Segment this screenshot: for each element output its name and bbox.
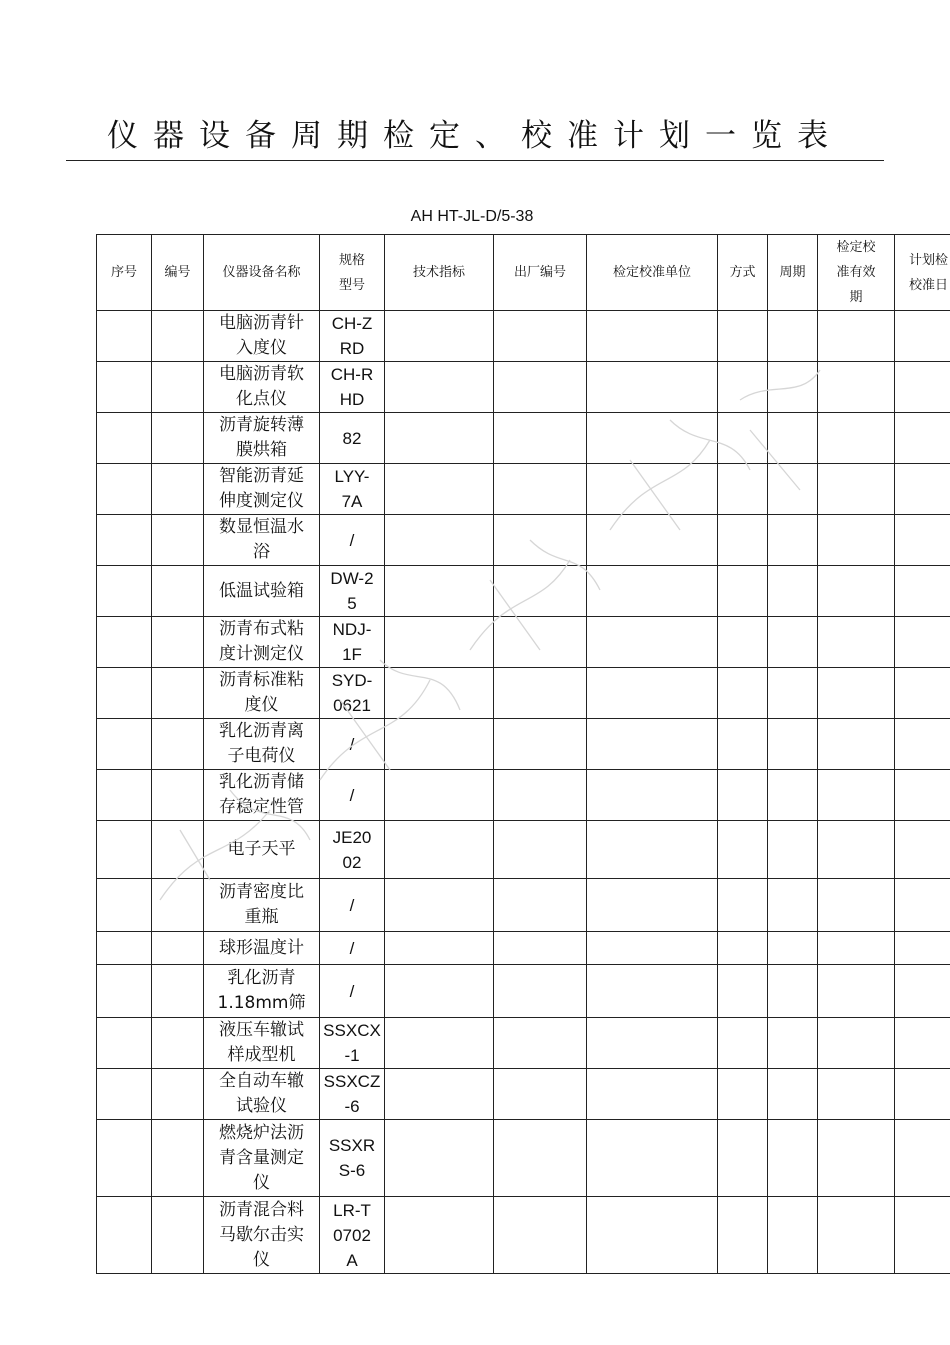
cell-valid xyxy=(818,617,895,668)
cell-code xyxy=(152,515,204,566)
cell-serial xyxy=(494,719,587,770)
cell-seq xyxy=(97,770,152,821)
cell-plan xyxy=(895,668,950,719)
cell-spec xyxy=(385,821,494,879)
cell-spec xyxy=(385,362,494,413)
cell-plan xyxy=(895,464,950,515)
cell-plan xyxy=(895,311,950,362)
cell-method xyxy=(718,1018,768,1069)
cell-spec xyxy=(385,965,494,1018)
cell-unit xyxy=(587,1069,718,1120)
cell-plan xyxy=(895,879,950,932)
cell-method xyxy=(718,965,768,1018)
cell-model: LR-T 0702 A xyxy=(320,1197,385,1274)
cell-code xyxy=(152,362,204,413)
cell-cycle xyxy=(768,1018,818,1069)
cell-model: / xyxy=(320,965,385,1018)
cell-model: CH-Z RD xyxy=(320,311,385,362)
cell-name: 沥青旋转薄 膜烘箱 xyxy=(204,413,320,464)
cell-spec xyxy=(385,879,494,932)
cell-cycle xyxy=(768,1197,818,1274)
cell-seq xyxy=(97,464,152,515)
cell-name: 乳化沥青储 存稳定性管 xyxy=(204,770,320,821)
cell-model: SSXR S-6 xyxy=(320,1120,385,1197)
cell-method xyxy=(718,770,768,821)
cell-cycle xyxy=(768,821,818,879)
header-name: 仪器设备名称 xyxy=(204,235,320,311)
header-unit: 检定校准单位 xyxy=(587,235,718,311)
cell-method xyxy=(718,1069,768,1120)
header-seq: 序号 xyxy=(97,235,152,311)
cell-code xyxy=(152,311,204,362)
cell-model: / xyxy=(320,932,385,965)
cell-name: 燃烧炉法沥 青含量测定 仪 xyxy=(204,1120,320,1197)
cell-name: 球形温度计 xyxy=(204,932,320,965)
cell-valid xyxy=(818,668,895,719)
table-row xyxy=(97,1018,950,1069)
cell-plan xyxy=(895,1197,950,1274)
cell-serial xyxy=(494,464,587,515)
cell-code xyxy=(152,464,204,515)
header-spec: 技术指标 xyxy=(385,235,494,311)
document-code: AH HT-JL-D/5-38 xyxy=(410,208,534,225)
cell-cycle xyxy=(768,879,818,932)
cell-code xyxy=(152,668,204,719)
header-valid: 检定校 准有效 期 xyxy=(818,235,895,311)
cell-valid xyxy=(818,1197,895,1274)
cell-cycle xyxy=(768,464,818,515)
cell-plan xyxy=(895,719,950,770)
cell-seq xyxy=(97,566,152,617)
cell-plan xyxy=(895,965,950,1018)
cell-cycle xyxy=(768,413,818,464)
cell-spec xyxy=(385,617,494,668)
cell-unit xyxy=(587,362,718,413)
cell-cycle xyxy=(768,668,818,719)
cell-valid xyxy=(818,311,895,362)
cell-code xyxy=(152,879,204,932)
cell-seq xyxy=(97,1120,152,1197)
cell-plan xyxy=(895,566,950,617)
cell-seq xyxy=(97,668,152,719)
cell-unit xyxy=(587,879,718,932)
table-header-row xyxy=(97,235,950,311)
cell-serial xyxy=(494,362,587,413)
cell-name: 沥青标准粘 度仪 xyxy=(204,668,320,719)
cell-spec xyxy=(385,515,494,566)
cell-valid xyxy=(818,566,895,617)
cell-unit xyxy=(587,566,718,617)
table-row xyxy=(97,515,950,566)
cell-model: SYD- 0621 xyxy=(320,668,385,719)
cell-code xyxy=(152,1018,204,1069)
cell-plan xyxy=(895,617,950,668)
cell-name: 沥青密度比 重瓶 xyxy=(204,879,320,932)
header-serial: 出厂编号 xyxy=(494,235,587,311)
cell-unit xyxy=(587,965,718,1018)
cell-valid xyxy=(818,1018,895,1069)
cell-seq xyxy=(97,1018,152,1069)
header-plan: 计划检 校准日 xyxy=(895,235,950,311)
table-row xyxy=(97,566,950,617)
table-row xyxy=(97,965,950,1018)
cell-unit xyxy=(587,668,718,719)
cell-method xyxy=(718,1197,768,1274)
cell-model: SSXCX -1 xyxy=(320,1018,385,1069)
cell-name: 数显恒温水 浴 xyxy=(204,515,320,566)
header-method: 方式 xyxy=(718,235,768,311)
cell-valid xyxy=(818,362,895,413)
cell-method xyxy=(718,617,768,668)
table-row xyxy=(97,770,950,821)
cell-valid xyxy=(818,965,895,1018)
cell-name: 电脑沥青软 化点仪 xyxy=(204,362,320,413)
header-model: 规格 型号 xyxy=(320,235,385,311)
cell-plan xyxy=(895,1018,950,1069)
cell-serial xyxy=(494,515,587,566)
cell-spec xyxy=(385,311,494,362)
table-row xyxy=(97,1197,950,1274)
cell-name: 液压车辙试 样成型机 xyxy=(204,1018,320,1069)
cell-method xyxy=(718,668,768,719)
table-row xyxy=(97,311,950,362)
cell-model: JE20 02 xyxy=(320,821,385,879)
cell-serial xyxy=(494,965,587,1018)
cell-model: CH-R HD xyxy=(320,362,385,413)
cell-plan xyxy=(895,770,950,821)
table-row xyxy=(97,617,950,668)
cell-serial xyxy=(494,932,587,965)
cell-code xyxy=(152,617,204,668)
cell-valid xyxy=(818,1069,895,1120)
cell-unit xyxy=(587,932,718,965)
cell-model: / xyxy=(320,879,385,932)
cell-unit xyxy=(587,413,718,464)
cell-model: NDJ- 1F xyxy=(320,617,385,668)
cell-name: 低温试验箱 xyxy=(204,566,320,617)
cell-serial xyxy=(494,1018,587,1069)
cell-method xyxy=(718,515,768,566)
cell-seq xyxy=(97,719,152,770)
cell-valid xyxy=(818,719,895,770)
cell-valid xyxy=(818,879,895,932)
cell-code xyxy=(152,566,204,617)
cell-code xyxy=(152,770,204,821)
cell-name: 电脑沥青针 入度仪 xyxy=(204,311,320,362)
cell-cycle xyxy=(768,965,818,1018)
cell-serial xyxy=(494,617,587,668)
cell-name: 乳化沥青 1.18mm筛 xyxy=(204,965,320,1018)
cell-code xyxy=(152,965,204,1018)
cell-method xyxy=(718,1120,768,1197)
cell-name: 乳化沥青离 子电荷仪 xyxy=(204,719,320,770)
cell-cycle xyxy=(768,362,818,413)
cell-method xyxy=(718,821,768,879)
cell-plan xyxy=(895,362,950,413)
cell-serial xyxy=(494,879,587,932)
cell-spec xyxy=(385,413,494,464)
cell-model: / xyxy=(320,719,385,770)
cell-seq xyxy=(97,1197,152,1274)
cell-valid xyxy=(818,413,895,464)
cell-spec xyxy=(385,770,494,821)
cell-seq xyxy=(97,311,152,362)
cell-seq xyxy=(97,1069,152,1120)
cell-method xyxy=(718,413,768,464)
cell-cycle xyxy=(768,1120,818,1197)
cell-name: 智能沥青延 伸度测定仪 xyxy=(204,464,320,515)
table-row xyxy=(97,668,950,719)
cell-unit xyxy=(587,1197,718,1274)
cell-code xyxy=(152,719,204,770)
cell-serial xyxy=(494,668,587,719)
cell-model: DW-2 5 xyxy=(320,566,385,617)
cell-spec xyxy=(385,932,494,965)
cell-cycle xyxy=(768,1069,818,1120)
table-row xyxy=(97,413,950,464)
cell-name: 全自动车辙 试验仪 xyxy=(204,1069,320,1120)
cell-unit xyxy=(587,1018,718,1069)
cell-model: LYY- 7A xyxy=(320,464,385,515)
cell-serial xyxy=(494,1069,587,1120)
cell-name: 沥青混合料 马歇尔击实 仪 xyxy=(204,1197,320,1274)
cell-seq xyxy=(97,821,152,879)
calibration-plan-table xyxy=(96,234,950,1274)
cell-model: 82 xyxy=(320,413,385,464)
cell-valid xyxy=(818,932,895,965)
cell-cycle xyxy=(768,770,818,821)
cell-spec xyxy=(385,1069,494,1120)
cell-serial xyxy=(494,311,587,362)
cell-serial xyxy=(494,821,587,879)
cell-method xyxy=(718,932,768,965)
cell-cycle xyxy=(768,515,818,566)
cell-valid xyxy=(818,515,895,566)
cell-unit xyxy=(587,617,718,668)
cell-serial xyxy=(494,1197,587,1274)
cell-unit xyxy=(587,1120,718,1197)
cell-spec xyxy=(385,1120,494,1197)
cell-unit xyxy=(587,464,718,515)
cell-serial xyxy=(494,770,587,821)
table-row xyxy=(97,1120,950,1197)
cell-spec xyxy=(385,566,494,617)
cell-unit xyxy=(587,719,718,770)
cell-code xyxy=(152,1197,204,1274)
cell-valid xyxy=(818,821,895,879)
cell-cycle xyxy=(768,311,818,362)
cell-plan xyxy=(895,413,950,464)
cell-seq xyxy=(97,413,152,464)
cell-plan xyxy=(895,1120,950,1197)
table-row xyxy=(97,821,950,879)
cell-code xyxy=(152,1120,204,1197)
cell-method xyxy=(718,879,768,932)
document-title: 仪器设备周期检定、校准计划一览表 xyxy=(66,112,884,161)
cell-serial xyxy=(494,566,587,617)
cell-method xyxy=(718,311,768,362)
cell-seq xyxy=(97,617,152,668)
cell-method xyxy=(718,362,768,413)
cell-unit xyxy=(587,770,718,821)
cell-method xyxy=(718,566,768,617)
cell-valid xyxy=(818,770,895,821)
cell-valid xyxy=(818,464,895,515)
cell-seq xyxy=(97,362,152,413)
cell-seq xyxy=(97,932,152,965)
cell-name: 沥青布式粘 度计测定仪 xyxy=(204,617,320,668)
cell-unit xyxy=(587,515,718,566)
cell-code xyxy=(152,932,204,965)
cell-cycle xyxy=(768,719,818,770)
cell-spec xyxy=(385,668,494,719)
header-cycle: 周期 xyxy=(768,235,818,311)
cell-method xyxy=(718,464,768,515)
cell-plan xyxy=(895,515,950,566)
cell-serial xyxy=(494,1120,587,1197)
cell-cycle xyxy=(768,932,818,965)
cell-unit xyxy=(587,311,718,362)
cell-code xyxy=(152,1069,204,1120)
cell-plan xyxy=(895,932,950,965)
cell-seq xyxy=(97,965,152,1018)
cell-spec xyxy=(385,464,494,515)
table-row xyxy=(97,362,950,413)
cell-seq xyxy=(97,515,152,566)
cell-cycle xyxy=(768,566,818,617)
cell-code xyxy=(152,413,204,464)
cell-seq xyxy=(97,879,152,932)
table-row xyxy=(97,1069,950,1120)
cell-model: / xyxy=(320,770,385,821)
cell-plan xyxy=(895,1069,950,1120)
cell-serial xyxy=(494,413,587,464)
table-row xyxy=(97,932,950,965)
cell-name: 电子天平 xyxy=(204,821,320,879)
cell-model: SSXCZ -6 xyxy=(320,1069,385,1120)
table-row xyxy=(97,719,950,770)
table-row xyxy=(97,464,950,515)
cell-cycle xyxy=(768,617,818,668)
cell-spec xyxy=(385,1018,494,1069)
cell-code xyxy=(152,821,204,879)
cell-plan xyxy=(895,821,950,879)
cell-unit xyxy=(587,821,718,879)
cell-method xyxy=(718,719,768,770)
cell-model: / xyxy=(320,515,385,566)
cell-valid xyxy=(818,1120,895,1197)
cell-spec xyxy=(385,719,494,770)
table-row xyxy=(97,879,950,932)
header-code: 编号 xyxy=(152,235,204,311)
cell-spec xyxy=(385,1197,494,1274)
